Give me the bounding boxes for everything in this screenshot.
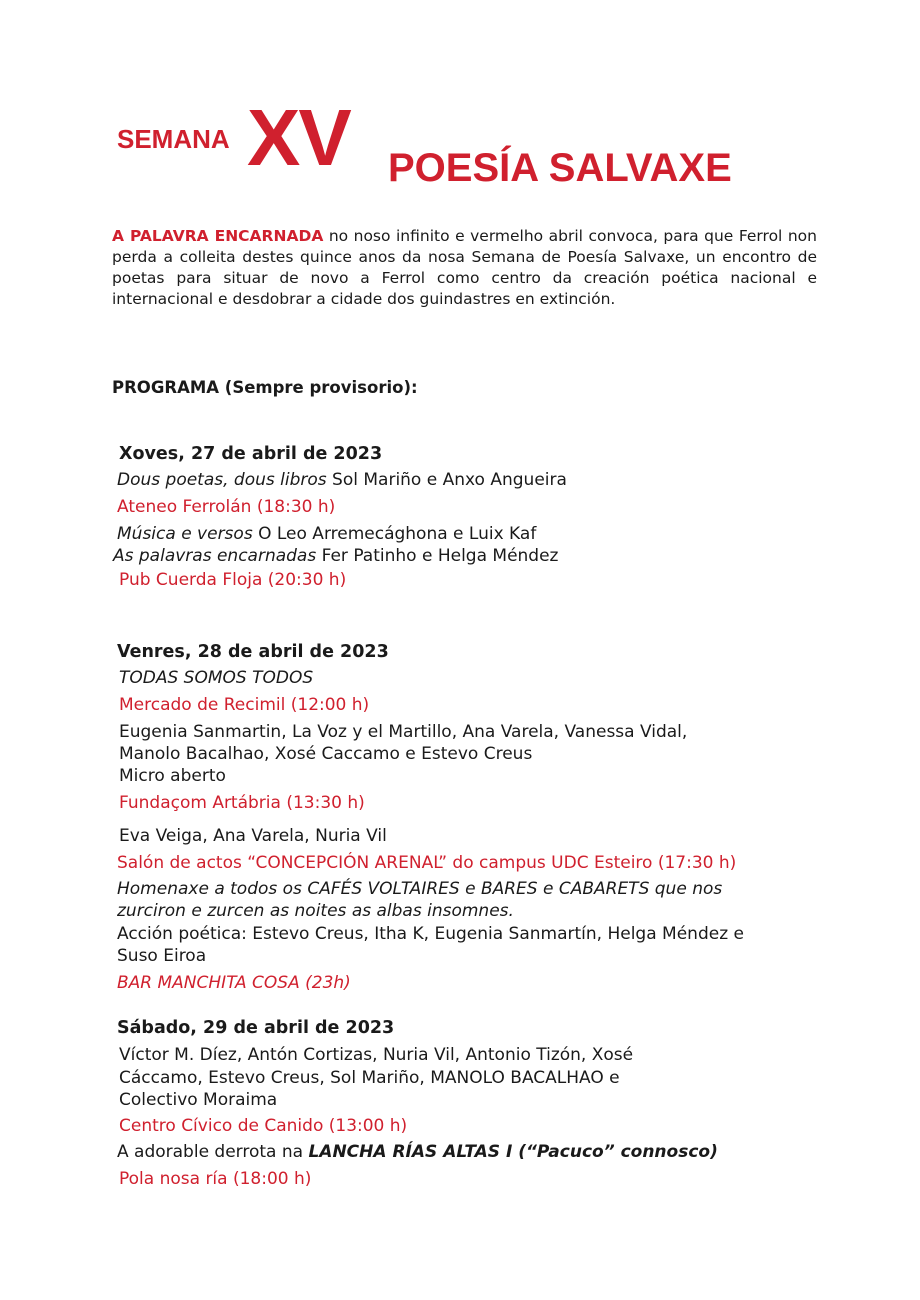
day2-place3: Salón de actos “CONCEPCIÓN ARENAL” do campus UDC Esteiro (17:30 h)	[117, 853, 737, 873]
day3-date: Sábado, 29 de abril de 2023	[117, 1018, 395, 1038]
program-heading: PROGRAMA (Sempre provisorio):	[112, 378, 418, 397]
day1-event2: Música e versos O Leo Arremecághona e Luix Kaf	[117, 524, 537, 544]
day2-event2-line3: Micro aberto	[119, 766, 226, 786]
title-semana: SEMANA	[117, 124, 230, 154]
intro-paragraph	[112, 226, 817, 310]
day3-event2: A adorable derrota na LANCHA RÍAS ALTAS I (“Pacuco” connosco)	[117, 1142, 718, 1162]
day2-event4-title-line2: zurciron e zurcen as noites as albas insomnes.	[117, 901, 514, 921]
day2-place1: Mercado de Recimil (12:00 h)	[119, 695, 370, 715]
day2-event4-names-line2: Suso Eiroa	[117, 946, 207, 966]
day1-place1: Ateneo Ferrolán (18:30 h)	[117, 497, 336, 517]
day2-date: Venres, 28 de abril de 2023	[117, 642, 389, 662]
day2-event2-line1: Eugenia Sanmartin, La Voz y el Martillo, Ana Varela, Vanessa Vidal,	[119, 722, 688, 742]
day2-event4-names-line1: Acción poética: Estevo Creus, Itha K, Eugenia Sanmartín, Helga Méndez e	[117, 924, 744, 944]
day2-event3-names: Eva Veiga, Ana Varela, Nuria Vil	[119, 826, 387, 846]
day3-event1-line1: Víctor M. Díez, Antón Cortizas, Nuria Vil, Antonio Tizón, Xosé	[119, 1045, 634, 1065]
day2-place2: Fundaçom Artábria (13:30 h)	[119, 793, 365, 813]
intro-highlight: A PALAVRA ENCARNADA	[112, 227, 324, 245]
day1-place2: Pub Cuerda Floja (20:30 h)	[119, 570, 347, 590]
day1-event3: As palavras encarnadas Fer Patinho e Helga Méndez	[113, 546, 559, 566]
day2-event1-title: TODAS SOMOS TODOS	[119, 668, 314, 688]
day2-event4-title-line1: Homenaxe a todos os CAFÉS VOLTAIRES e BARES e CABARETS que nos	[117, 879, 723, 899]
title-poesia-salvaxe: POESÍA SALVAXE	[388, 146, 732, 190]
day2-event2-line2: Manolo Bacalhao, Xosé Caccamo e Estevo Creus	[119, 744, 533, 764]
title-edition: XV	[247, 93, 350, 182]
day3-event1-line3: Colectivo Moraima	[119, 1090, 278, 1110]
day1-event1: Dous poetas, dous libros Sol Mariño e Anxo Angueira	[117, 470, 567, 490]
day3-event1-line2: Cáccamo, Estevo Creus, Sol Mariño, MANOLO BACALHAO e	[119, 1068, 620, 1088]
day3-place2: Pola nosa ría (18:00 h)	[119, 1169, 312, 1189]
intro-text: no noso infinito e vermelho abril convoca, para que Ferrol non perda a colleita destes quince anos da nosa Semana de Poesía Salvaxe, un encontro de poetas para situar de novo a Ferrol como centro da creación poética nacional e internacional e desdobrar a cidade dos guindastres en extinción.	[112, 227, 817, 308]
day2-place4: BAR MANCHITA COSA (23h)	[117, 973, 351, 993]
day1-date: Xoves, 27 de abril de 2023	[119, 444, 383, 464]
day3-place1: Centro Cívico de Canido (13:00 h)	[119, 1116, 408, 1136]
